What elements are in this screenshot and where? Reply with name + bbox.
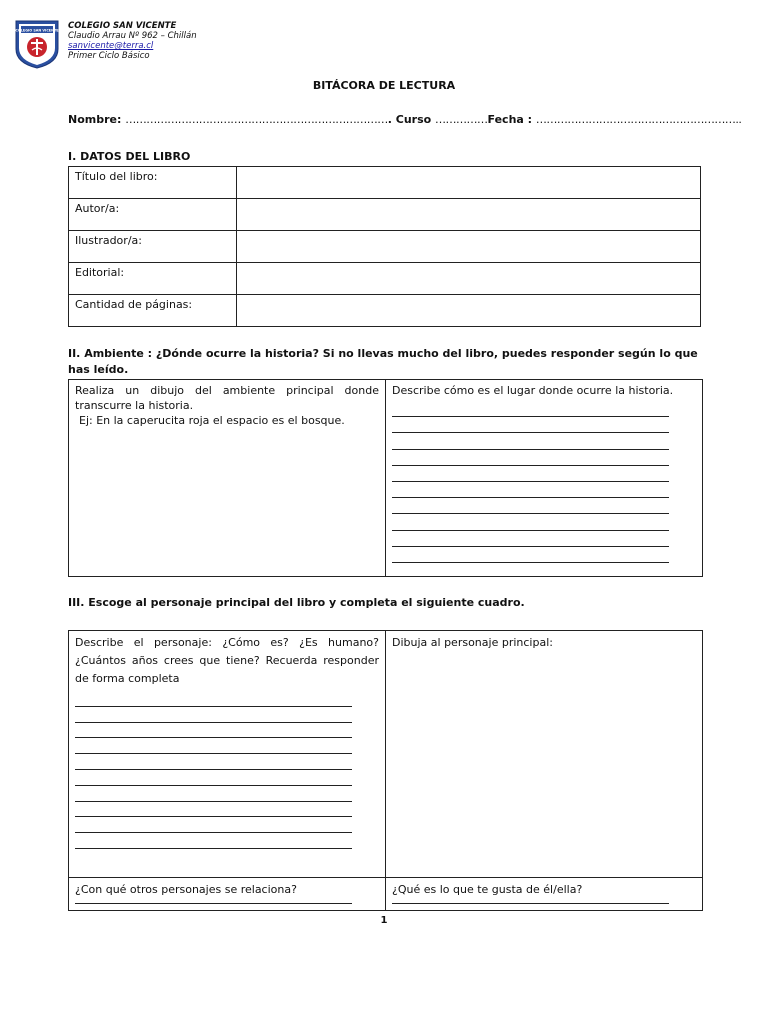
table-row [69, 199, 701, 231]
writing-line[interactable] [75, 691, 352, 707]
table-row [69, 380, 703, 577]
setting-drawing-cell[interactable] [69, 380, 386, 577]
writing-line[interactable] [392, 433, 669, 449]
curso-label: Curso [395, 113, 432, 126]
writing-line[interactable] [392, 498, 669, 514]
book-title-field[interactable] [237, 167, 701, 199]
character-drawing-cell[interactable] [386, 631, 703, 878]
page-number: 1 [380, 915, 388, 926]
relationships-cell [69, 878, 386, 911]
book-data-table [68, 166, 701, 327]
writing-line[interactable] [392, 450, 669, 466]
character-description-cell [69, 631, 386, 878]
character-description-prompt: Describe el personaje: ¿Cómo es? ¿Es humano? ¿Cuántos años crees que tiene? Recuerda responder de forma completa [75, 636, 379, 685]
writing-line[interactable] [75, 754, 352, 770]
nombre-field[interactable]: ………………………………………………………………… [125, 113, 388, 126]
writing-line[interactable] [75, 833, 352, 849]
table-row [69, 878, 703, 911]
writing-line[interactable] [75, 738, 352, 754]
fecha-label: Fecha : [487, 113, 533, 126]
page-title: BITÁCORA DE LECTURA [312, 79, 456, 92]
setting-drawing-instructions: Realiza un dibujo del ambiente principal donde transcurre la historia. [75, 384, 379, 412]
school-name: COLEGIO SAN VICENTE [68, 21, 177, 31]
writing-line[interactable] [75, 707, 352, 723]
likes-cell [386, 878, 703, 911]
publisher-field[interactable] [237, 263, 701, 295]
school-email-link[interactable]: sanvicente@terra.cl [68, 41, 154, 51]
setting-writing-lines[interactable] [392, 401, 696, 563]
page-count-label: Cantidad de páginas: [69, 295, 237, 327]
section-3-heading: III. Escoge al personaje principal del libro y completa el siguiente cuadro. [68, 596, 525, 609]
author-label: Autor/a: [69, 199, 237, 231]
school-crest-icon [14, 19, 60, 69]
section-1-heading: I. DATOS DEL LIBRO [68, 150, 191, 163]
writing-line[interactable] [392, 482, 669, 498]
section-2-heading: II. Ambiente : ¿Dónde ocurre la historia? Si no llevas mucho del libro, puedes responder según lo que has leído. [68, 347, 698, 376]
illustrator-field[interactable] [237, 231, 701, 263]
school-info [68, 21, 197, 61]
table-row [69, 263, 701, 295]
table-row [69, 167, 701, 199]
character-writing-lines[interactable] [75, 691, 379, 849]
writing-line[interactable] [392, 401, 669, 417]
writing-line[interactable] [75, 899, 352, 904]
writing-line[interactable] [75, 723, 352, 739]
writing-line[interactable] [392, 547, 669, 563]
crest-lettering: COLEGIO SAN VICENTE [15, 28, 59, 33]
character-table [68, 630, 703, 911]
illustrator-label: Ilustrador/a: [69, 231, 237, 263]
table-row [69, 631, 703, 878]
fecha-field[interactable]: ………………………………………………….. [535, 113, 742, 126]
writing-line[interactable] [392, 899, 669, 904]
writing-line[interactable] [392, 514, 669, 530]
school-level: Primer Ciclo Básico [68, 51, 150, 61]
setting-example: Ej: En la caperucita roja el espacio es el bosque. [79, 414, 345, 427]
writing-line[interactable] [392, 531, 669, 547]
student-info-line: Nombre: …………………………………………………………………. Curso ……………Fecha : ………………………………………………….. [68, 113, 742, 126]
relationships-prompt: ¿Con qué otros personajes se relaciona? [75, 883, 297, 896]
table-row [69, 231, 701, 263]
page-count-field[interactable] [237, 295, 701, 327]
publisher-label: Editorial: [69, 263, 237, 295]
curso-field[interactable]: …………… [435, 113, 488, 126]
character-drawing-prompt: Dibuja al personaje principal: [392, 636, 553, 649]
writing-line[interactable] [75, 817, 352, 833]
nombre-label: Nombre: [68, 113, 122, 126]
writing-line[interactable] [75, 802, 352, 818]
writing-line[interactable] [392, 417, 669, 433]
writing-line[interactable] [392, 466, 669, 482]
setting-description-cell [386, 380, 703, 577]
likes-prompt: ¿Qué es lo que te gusta de él/ella? [392, 883, 583, 896]
writing-line[interactable] [75, 786, 352, 802]
school-address: Claudio Arrau Nº 962 – Chillán [68, 31, 197, 41]
author-field[interactable] [237, 199, 701, 231]
table-row [69, 295, 701, 327]
book-title-label: Título del libro: [69, 167, 237, 199]
setting-description-prompt: Describe cómo es el lugar donde ocurre la historia. [392, 384, 674, 397]
writing-line[interactable] [75, 770, 352, 786]
setting-table [68, 379, 703, 577]
